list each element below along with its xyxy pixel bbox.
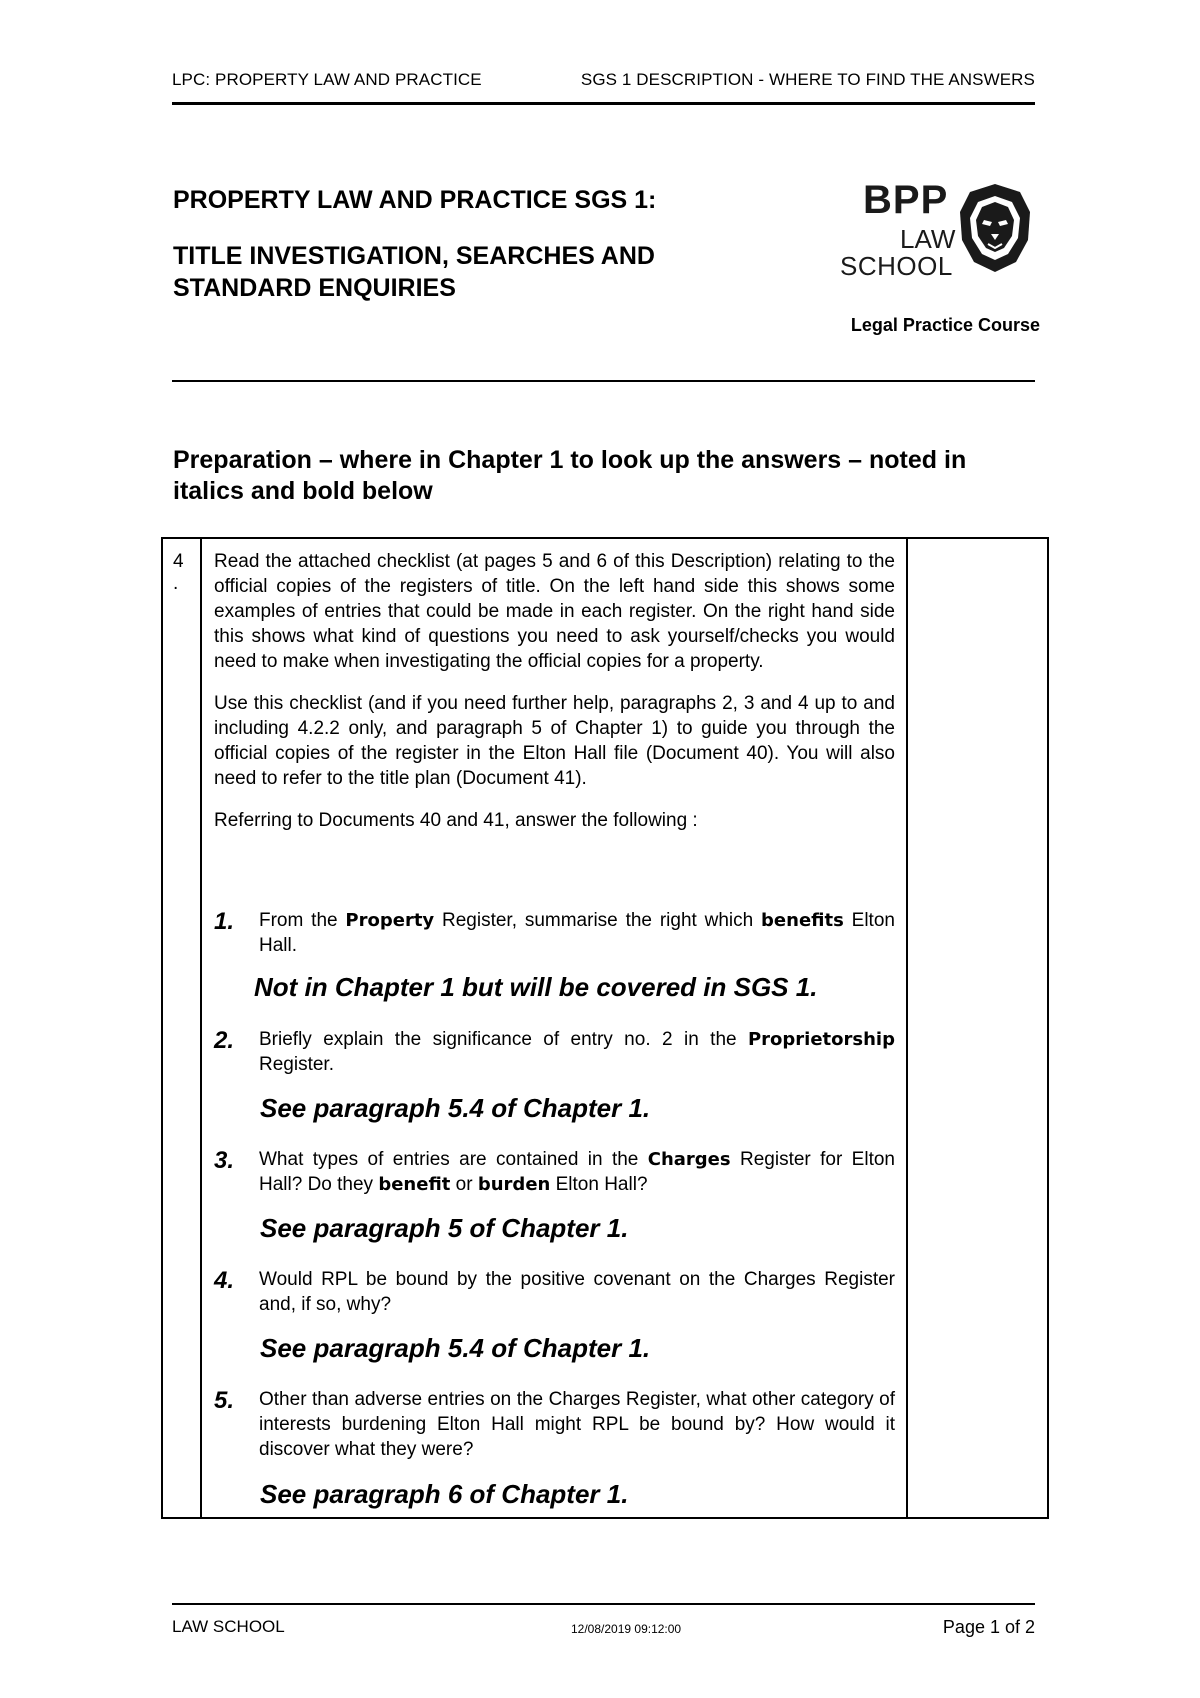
preparation-heading: Preparation – where in Chapter 1 to look up the answers – noted in italics and bold below bbox=[173, 446, 967, 505]
question-text: Other than adverse entries on the Charges Register, what other category of interests burdening Elton Hall might RPL be bound by? How would it discover what they were? bbox=[259, 1389, 895, 1460]
answer-5: See paragraph 6 of Chapter 1. bbox=[260, 1479, 629, 1509]
table-divider-right bbox=[906, 537, 908, 1519]
question-text: What types of entries are contained in the Charges Register for Elton Hall? Do they benefit or burden Elton Hall? bbox=[259, 1149, 895, 1195]
question-text: From the Property Register, summarise the right which benefits Elton Hall. bbox=[259, 910, 895, 956]
document-title: PROPERTY LAW AND PRACTICE SGS 1: bbox=[173, 186, 657, 214]
bpp-law-school-logo bbox=[835, 178, 1035, 283]
answer-4: See paragraph 5.4 of Chapter 1. bbox=[260, 1333, 651, 1363]
title-rule bbox=[172, 380, 1035, 382]
table-divider-left bbox=[200, 537, 202, 1519]
task-cell bbox=[214, 549, 895, 850]
question-number: 4. bbox=[214, 1267, 235, 1294]
document-subtitle: TITLE INVESTIGATION, SEARCHES AND STANDARD ENQUIRIES bbox=[173, 242, 655, 302]
question-number: 3. bbox=[214, 1147, 235, 1174]
header-rule bbox=[172, 102, 1035, 105]
course-label: Legal Practice Course bbox=[850, 315, 1040, 335]
instruction-paragraph: Referring to Documents 40 and 41, answer the following : bbox=[214, 810, 698, 831]
question-1 bbox=[214, 908, 895, 958]
lion-head-icon bbox=[958, 182, 1033, 274]
question-text: Would RPL be bound by the positive covenant on the Charges Register and, if so, why? bbox=[259, 1269, 895, 1315]
footer-left: LAW SCHOOL bbox=[172, 1617, 285, 1636]
question-4 bbox=[214, 1267, 895, 1317]
question-text: Briefly explain the significance of entry no. 2 in the Proprietorship Register. bbox=[259, 1029, 895, 1075]
footer-timestamp: 12/08/2019 09:12:00 bbox=[571, 1622, 682, 1636]
question-2 bbox=[214, 1027, 895, 1077]
logo-brand: BPP bbox=[863, 178, 949, 222]
question-number: 1. bbox=[214, 908, 235, 935]
question-number: 5. bbox=[214, 1387, 235, 1414]
checklist-paragraph: Read the attached checklist (at pages 5 and 6 of this Description) relating to the official copies of the registers of title. On the left hand side this shows some examples of entries that could be made in each register. On the right hand side this shows what kind of questions you need to ask yourself/checks you would need to make when investigating the official copies for a property. bbox=[214, 551, 895, 672]
question-5 bbox=[214, 1387, 895, 1462]
row-number bbox=[173, 551, 184, 595]
answer-3: See paragraph 5 of Chapter 1. bbox=[260, 1213, 629, 1243]
row-number-dot: . bbox=[173, 573, 179, 594]
running-header-right: SGS 1 DESCRIPTION - WHERE TO FIND THE ANSWERS bbox=[580, 70, 1035, 89]
question-number: 2. bbox=[214, 1027, 235, 1054]
answer-1: Not in Chapter 1 but will be covered in SGS 1. bbox=[254, 972, 818, 1002]
logo-school: SCHOOL bbox=[840, 251, 953, 281]
logo-law: LAW bbox=[900, 224, 956, 254]
row-number-digit: 4 bbox=[173, 551, 184, 572]
answer-2: See paragraph 5.4 of Chapter 1. bbox=[260, 1093, 651, 1123]
running-header-left: LPC: PROPERTY LAW AND PRACTICE bbox=[172, 70, 482, 89]
page-number: Page 1 of 2 bbox=[942, 1617, 1035, 1637]
guidance-paragraph: Use this checklist (and if you need further help, paragraphs 2, 3 and 4 up to and including 4.2.2 only, and paragraph 5 of Chapter 1) to guide you through the official copies of the register in the Elton Hall file (Document 40). You will also need to refer to the title plan (Document 41). bbox=[214, 693, 895, 789]
question-3 bbox=[214, 1147, 895, 1197]
footer-rule bbox=[172, 1603, 1035, 1605]
